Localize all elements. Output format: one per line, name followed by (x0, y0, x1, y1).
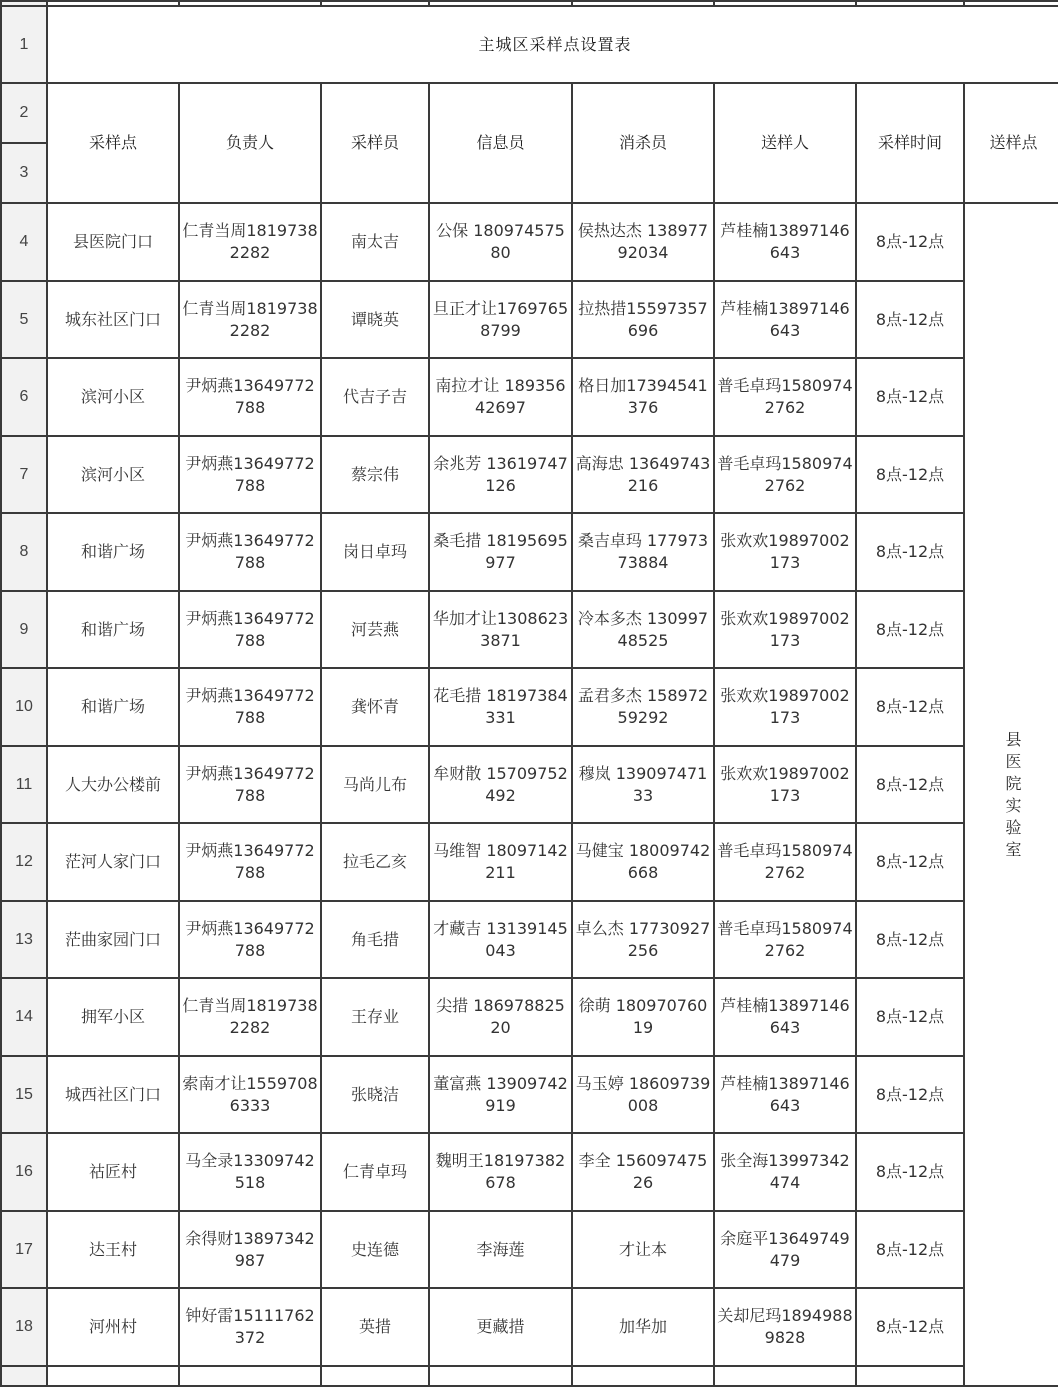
cell-site: 拥军小区 (47, 978, 179, 1056)
cell-disinfector: 马玉婷 18609739008 (572, 1056, 714, 1133)
cell-manager: 仁青当周18197382282 (179, 203, 321, 281)
empty-cell (572, 1366, 714, 1386)
cell-time: 8点-12点 (856, 1211, 964, 1288)
cell-time: 8点-12点 (856, 746, 964, 823)
cell-disinfector: 才让本 (572, 1211, 714, 1288)
table-row (1, 436, 1058, 513)
cell-site: 和谐广场 (47, 591, 179, 668)
page-title: 主城区采样点设置表 (47, 6, 1058, 83)
cell-info-officer: 李海莲 (429, 1211, 572, 1288)
cell-site: 城西社区门口 (47, 1056, 179, 1133)
empty-cell (856, 1366, 964, 1386)
title-row (1, 6, 1058, 83)
cell-courier: 普毛卓玛15809742762 (714, 823, 856, 901)
cell-time: 8点-12点 (856, 1133, 964, 1211)
cell-courier: 关却尼玛18949889828 (714, 1288, 856, 1366)
row-number[interactable]: 18 (1, 1288, 47, 1366)
header-site: 采样点 (47, 83, 179, 203)
cell-info-officer: 华加才让13086233871 (429, 591, 572, 668)
cell-destination (964, 203, 1058, 1386)
cell-sampler: 岗日卓玛 (321, 513, 429, 591)
cell-site: 人大办公楼前 (47, 746, 179, 823)
cell-manager: 尹炳燕13649772788 (179, 901, 321, 978)
cell-time: 8点-12点 (856, 1056, 964, 1133)
cell-disinfector: 孟君多杰 15897259292 (572, 668, 714, 746)
row-number[interactable]: 5 (1, 281, 47, 358)
cell-manager: 仁青当周18197382282 (179, 978, 321, 1056)
cell-manager: 尹炳燕13649772788 (179, 591, 321, 668)
cell-site: 祜匠村 (47, 1133, 179, 1211)
row-header-stub (1, 1366, 47, 1386)
row-number[interactable]: 7 (1, 436, 47, 513)
cell-manager: 尹炳燕13649772788 (179, 668, 321, 746)
cell-sampler: 角毛措 (321, 901, 429, 978)
cell-disinfector: 马健宝 18009742668 (572, 823, 714, 901)
header-disinfector: 消杀员 (572, 83, 714, 203)
empty-cell (47, 1366, 179, 1386)
cell-disinfector: 加华加 (572, 1288, 714, 1366)
table-row (1, 1056, 1058, 1133)
header-row-top (1, 83, 1058, 143)
cell-info-officer: 南拉才让 18935642697 (429, 358, 572, 436)
cell-time: 8点-12点 (856, 203, 964, 281)
cell-sampler: 史连德 (321, 1211, 429, 1288)
cell-manager: 尹炳燕13649772788 (179, 746, 321, 823)
cell-time: 8点-12点 (856, 436, 964, 513)
cell-sampler: 南太吉 (321, 203, 429, 281)
empty-cell (321, 1366, 429, 1386)
cell-site: 县医院门口 (47, 203, 179, 281)
cell-courier: 张全海13997342474 (714, 1133, 856, 1211)
header-manager: 负责人 (179, 83, 321, 203)
cell-courier: 普毛卓玛15809742762 (714, 358, 856, 436)
row-number[interactable]: 17 (1, 1211, 47, 1288)
cell-info-officer: 才藏吉 13139145043 (429, 901, 572, 978)
cell-courier: 普毛卓玛15809742762 (714, 901, 856, 978)
cell-sampler: 谭晓英 (321, 281, 429, 358)
table-row (1, 746, 1058, 823)
cell-info-officer: 魏明王18197382678 (429, 1133, 572, 1211)
cell-disinfector: 徐萌 18097076019 (572, 978, 714, 1056)
row-number[interactable]: 4 (1, 203, 47, 281)
cell-courier: 余庭平13649749479 (714, 1211, 856, 1288)
header-sampler: 采样员 (321, 83, 429, 203)
empty-cell (714, 1366, 856, 1386)
cell-info-officer: 花毛措 18197384331 (429, 668, 572, 746)
cell-disinfector: 格日加17394541376 (572, 358, 714, 436)
cell-time: 8点-12点 (856, 281, 964, 358)
cell-manager: 尹炳燕13649772788 (179, 513, 321, 591)
cell-info-officer: 余兆芳 13619747126 (429, 436, 572, 513)
empty-cell (179, 1366, 321, 1386)
cell-courier: 普毛卓玛15809742762 (714, 436, 856, 513)
cell-time: 8点-12点 (856, 978, 964, 1056)
cell-sampler: 蔡宗伟 (321, 436, 429, 513)
cell-disinfector: 冷本多杰 13099748525 (572, 591, 714, 668)
cell-time: 8点-12点 (856, 358, 964, 436)
cell-info-officer: 牟财散 15709752492 (429, 746, 572, 823)
cell-disinfector: 侯热达杰 13897792034 (572, 203, 714, 281)
cell-sampler: 仁青卓玛 (321, 1133, 429, 1211)
cell-sampler: 拉毛乙亥 (321, 823, 429, 901)
row-number[interactable]: 12 (1, 823, 47, 901)
cell-manager: 尹炳燕13649772788 (179, 436, 321, 513)
cell-info-officer: 尖措 18697882520 (429, 978, 572, 1056)
row-number[interactable]: 13 (1, 901, 47, 978)
cell-disinfector: 李全 15609747526 (572, 1133, 714, 1211)
cell-sampler: 代吉子吉 (321, 358, 429, 436)
row-number[interactable]: 10 (1, 668, 47, 746)
cell-courier: 张欢欢19897002173 (714, 746, 856, 823)
header-destination: 送样点 (964, 83, 1058, 203)
row-number[interactable]: 6 (1, 358, 47, 436)
cell-site: 城东社区门口 (47, 281, 179, 358)
cell-manager: 尹炳燕13649772788 (179, 358, 321, 436)
cell-info-officer: 公保 18097457580 (429, 203, 572, 281)
partial-row (1, 1366, 1058, 1386)
table-row (1, 1288, 1058, 1366)
cell-time: 8点-12点 (856, 668, 964, 746)
cell-site: 和谐广场 (47, 513, 179, 591)
cell-sampler: 王存业 (321, 978, 429, 1056)
row-number[interactable]: 11 (1, 746, 47, 823)
header-time: 采样时间 (856, 83, 964, 203)
cell-courier: 芦桂楠13897146643 (714, 203, 856, 281)
table-row (1, 668, 1058, 746)
cell-courier: 芦桂楠13897146643 (714, 978, 856, 1056)
header-info-officer: 信息员 (429, 83, 572, 203)
cell-manager: 索南才让15597086333 (179, 1056, 321, 1133)
row-number[interactable]: 1 (1, 6, 47, 83)
cell-manager: 马全录13309742518 (179, 1133, 321, 1211)
header-courier: 送样人 (714, 83, 856, 203)
cell-manager: 仁青当周18197382282 (179, 281, 321, 358)
table-row (1, 1211, 1058, 1288)
row-number[interactable]: 15 (1, 1056, 47, 1133)
cell-site: 茫河人家门口 (47, 823, 179, 901)
row-number[interactable]: 3 (1, 143, 47, 203)
row-number[interactable]: 16 (1, 1133, 47, 1211)
cell-site: 滨河小区 (47, 436, 179, 513)
table-row (1, 281, 1058, 358)
cell-courier: 张欢欢19897002173 (714, 591, 856, 668)
cell-disinfector: 卓么杰 17730927256 (572, 901, 714, 978)
table-row (1, 978, 1058, 1056)
row-number[interactable]: 8 (1, 513, 47, 591)
cell-site: 滨河小区 (47, 358, 179, 436)
cell-sampler: 河芸燕 (321, 591, 429, 668)
cell-info-officer: 旦正才让17697658799 (429, 281, 572, 358)
table-row (1, 901, 1058, 978)
cell-site: 达王村 (47, 1211, 179, 1288)
empty-cell (429, 1366, 572, 1386)
cell-time: 8点-12点 (856, 513, 964, 591)
cell-manager: 钟好雷15111762372 (179, 1288, 321, 1366)
cell-disinfector: 桑吉卓玛 17797373884 (572, 513, 714, 591)
cell-sampler: 马尚儿布 (321, 746, 429, 823)
cell-courier: 芦桂楠13897146643 (714, 1056, 856, 1133)
cell-sampler: 龚怀青 (321, 668, 429, 746)
table-row (1, 358, 1058, 436)
cell-manager: 尹炳燕13649772788 (179, 823, 321, 901)
destination-label: 县医院实验室 (1005, 729, 1022, 859)
cell-courier: 张欢欢19897002173 (714, 513, 856, 591)
cell-disinfector: 穆岚 13909747133 (572, 746, 714, 823)
cell-courier: 芦桂楠13897146643 (714, 281, 856, 358)
cell-disinfector: 拉热措15597357696 (572, 281, 714, 358)
cell-courier: 张欢欢19897002173 (714, 668, 856, 746)
row-number[interactable]: 2 (1, 83, 47, 143)
cell-disinfector: 高海忠 13649743216 (572, 436, 714, 513)
table-row (1, 591, 1058, 668)
cell-time: 8点-12点 (856, 901, 964, 978)
cell-info-officer: 桑毛措 18195695977 (429, 513, 572, 591)
row-number[interactable]: 9 (1, 591, 47, 668)
cell-time: 8点-12点 (856, 591, 964, 668)
table-row (1, 513, 1058, 591)
cell-info-officer: 马维智 18097142211 (429, 823, 572, 901)
cell-manager: 余得财13897342987 (179, 1211, 321, 1288)
table-row (1, 203, 1058, 281)
cell-site: 和谐广场 (47, 668, 179, 746)
row-number[interactable]: 14 (1, 978, 47, 1056)
cell-site: 茫曲家园门口 (47, 901, 179, 978)
cell-time: 8点-12点 (856, 1288, 964, 1366)
cell-info-officer: 董富燕 13909742919 (429, 1056, 572, 1133)
table-row (1, 1133, 1058, 1211)
table-row (1, 823, 1058, 901)
cell-sampler: 英措 (321, 1288, 429, 1366)
cell-sampler: 张晓洁 (321, 1056, 429, 1133)
cell-site: 河州村 (47, 1288, 179, 1366)
cell-info-officer: 更藏措 (429, 1288, 572, 1366)
cell-time: 8点-12点 (856, 823, 964, 901)
